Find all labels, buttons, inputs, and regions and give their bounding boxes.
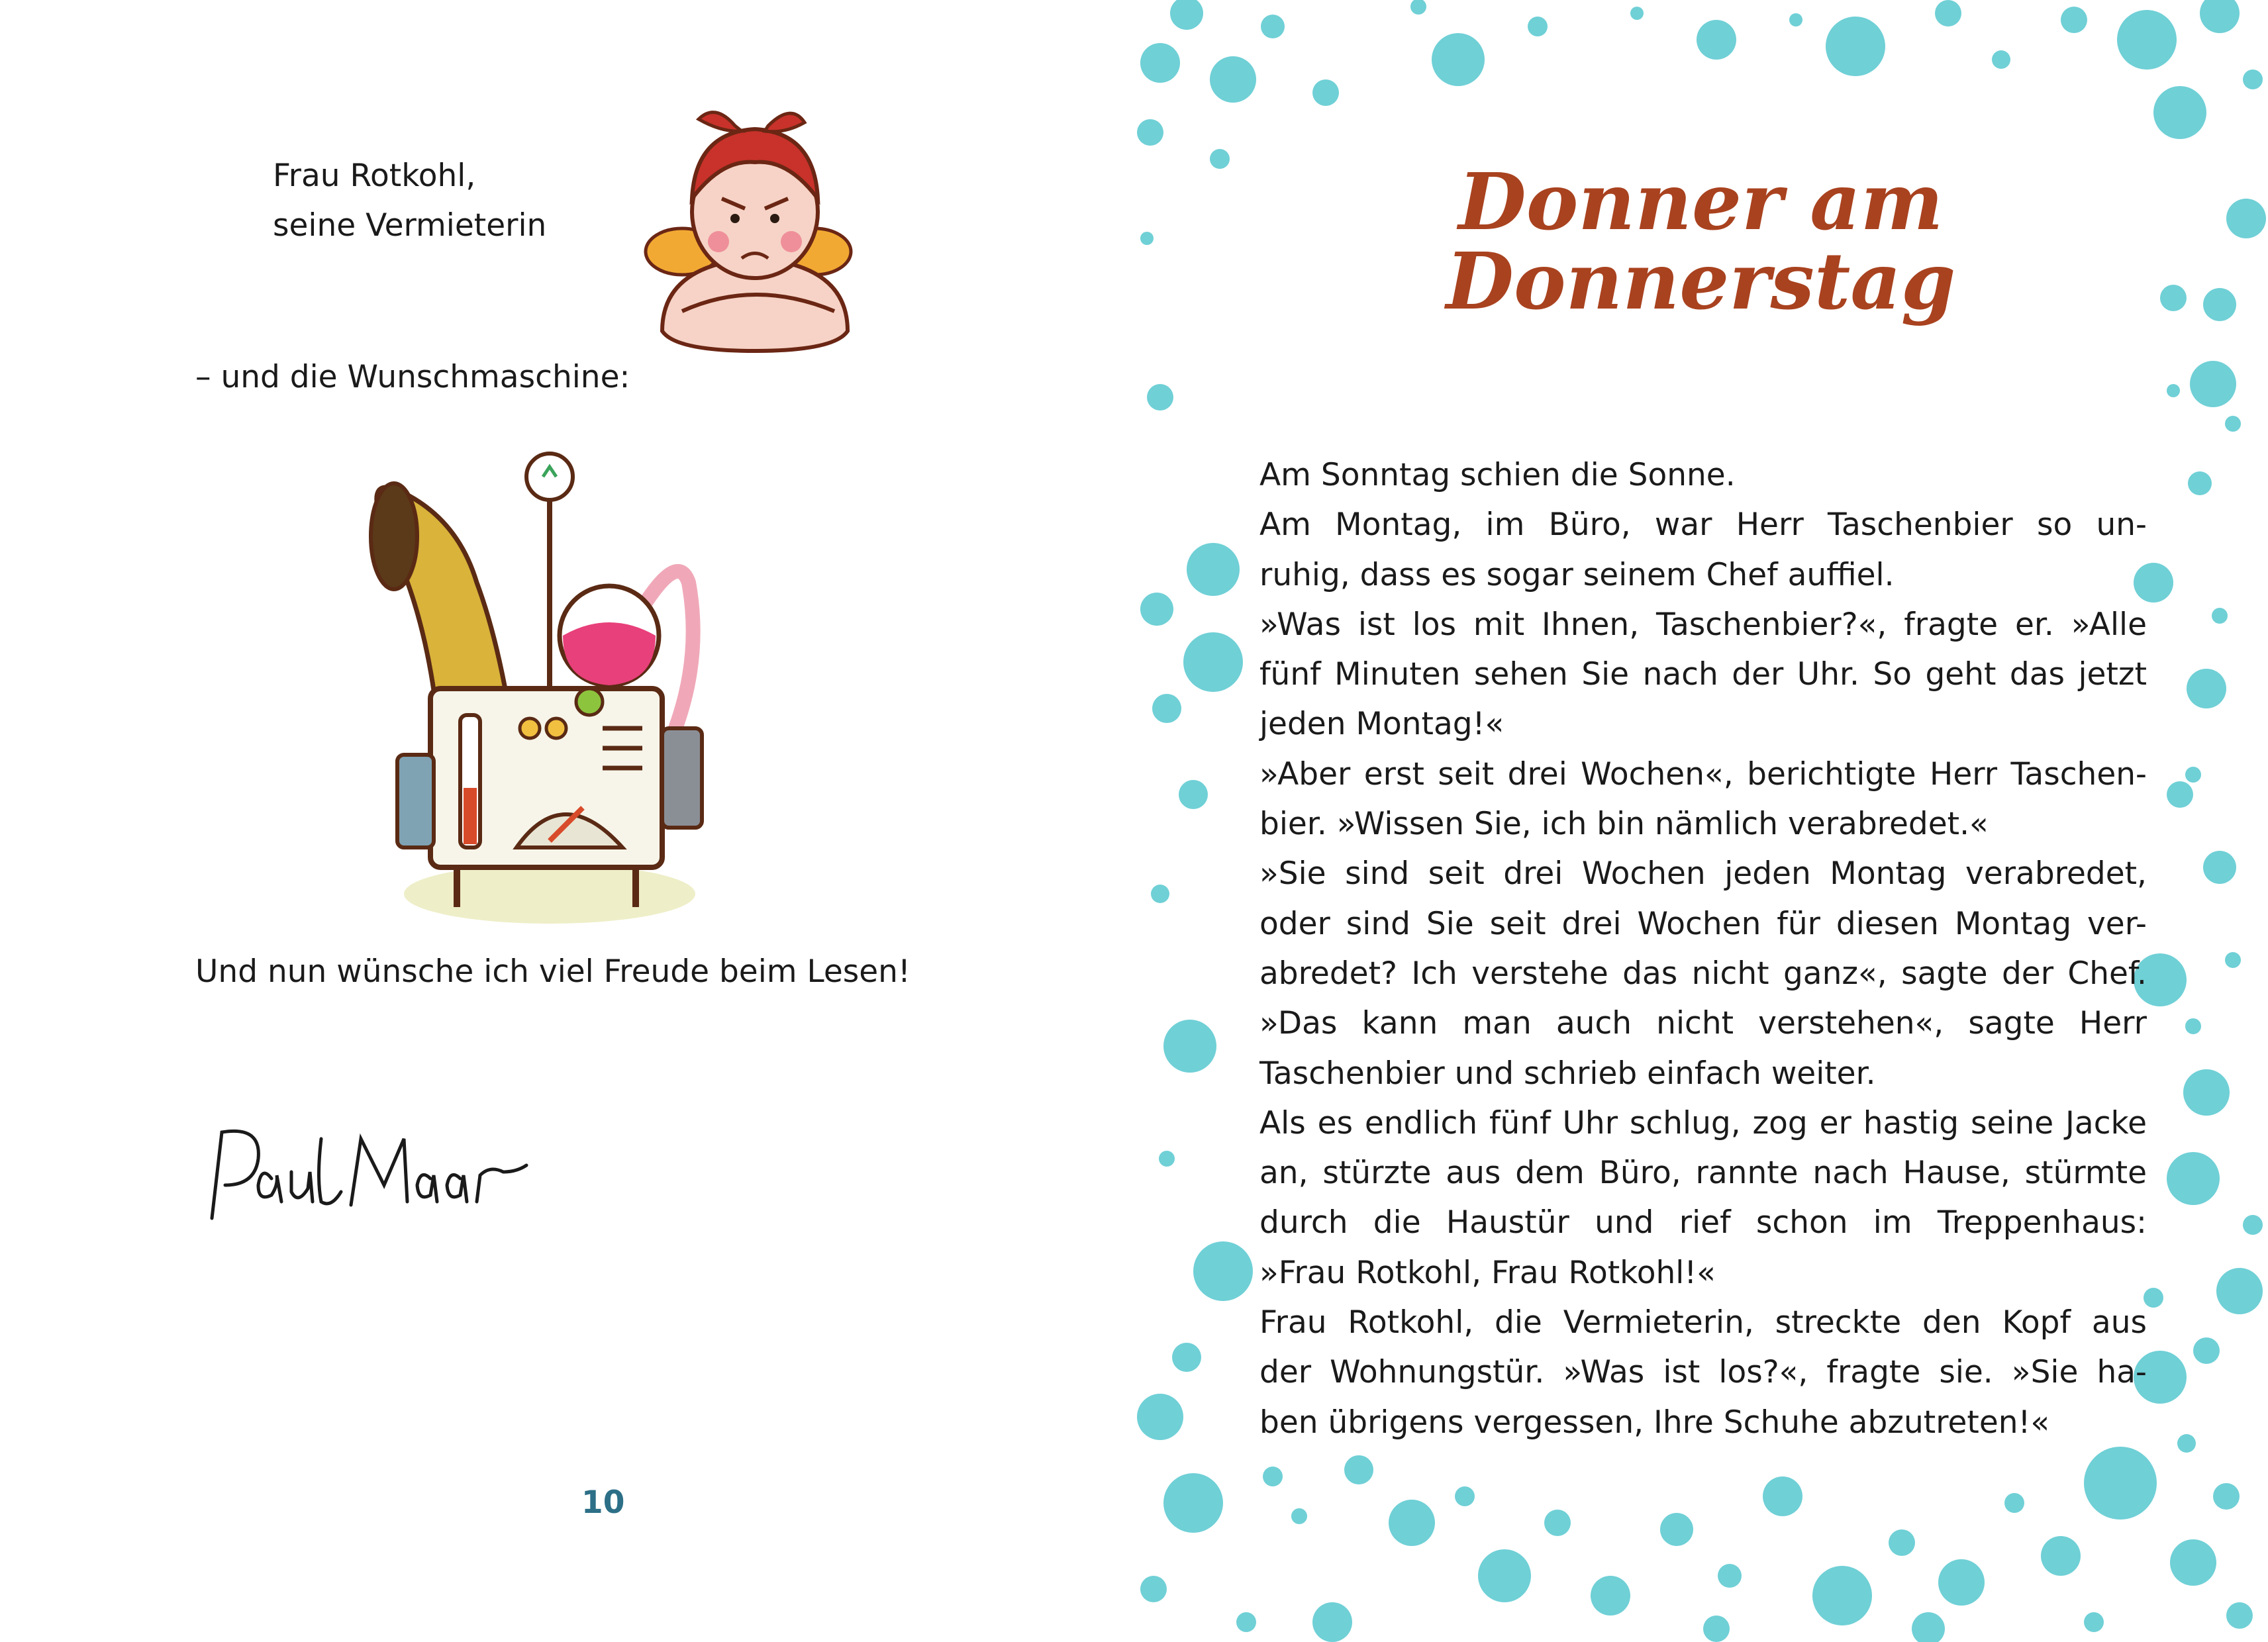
decorative-dot [1151, 885, 1169, 903]
decorative-dot [1660, 1513, 1693, 1546]
decorative-dot [1826, 17, 1885, 76]
decorative-dot [1183, 632, 1243, 692]
decorative-dot [2243, 70, 2263, 89]
decorative-dot [2153, 86, 2206, 139]
decorative-dot [1263, 1467, 1283, 1486]
story-line: durch die Haustür und rief schon im Treppenhaus: [1259, 1204, 2147, 1241]
decorative-dot [1455, 1486, 1475, 1506]
decorative-dot [1432, 33, 1485, 86]
decorative-dot [1137, 119, 1163, 146]
decorative-dot [1172, 1343, 1201, 1372]
story-line: »Aber erst seit drei Wochen«, berichtigte Herr Taschen- [1259, 755, 2147, 793]
decorative-dot [1187, 543, 1240, 596]
decorative-dot [1591, 1576, 1630, 1616]
story-line: abredet? Ich verstehe das nicht ganz«, sagte der Chef. [1259, 955, 2147, 992]
chapter-title-line: Donnerstag [1446, 235, 1956, 327]
story-line: oder sind Sie seit drei Wochen für diesen Montag ver- [1259, 905, 2147, 942]
intro-line: – und die Wunschmaschine: [195, 359, 630, 395]
story-line: »Was ist los mit Ihnen, Taschenbier?«, fragte er. »Alle [1259, 606, 2147, 643]
decorative-dot [1210, 56, 1256, 103]
story-line: »Das kann man auch nicht verstehen«, sagte Herr [1259, 1005, 2147, 1042]
story-line: fünf Minuten sehen Sie nach der Uhr. So geht das jetzt [1259, 656, 2147, 693]
story-line: »Sie sind seit drei Wochen jeden Montag verabredet, [1259, 855, 2147, 893]
decorative-dot [2188, 471, 2212, 495]
decorative-dot [2170, 1539, 2216, 1586]
decorative-dot [2200, 0, 2240, 33]
decorative-dot [2167, 781, 2193, 808]
story-line: ruhig, dass es sogar seinem Chef auffiel. [1259, 556, 1895, 593]
decorative-dot [1912, 1612, 1945, 1642]
decorative-dot [2193, 1337, 2220, 1364]
decorative-dot [1410, 0, 1426, 15]
frau-rotkohl-illustration [636, 99, 874, 358]
decorative-dot [1236, 1612, 1256, 1632]
caption-line: seine Vermieterin [273, 207, 547, 244]
story-line: »Frau Rotkohl, Frau Rotkohl!« [1259, 1254, 1716, 1291]
decorative-dot [1170, 0, 1203, 30]
decorative-dot [2041, 1536, 2081, 1576]
decorative-dot [2117, 10, 2177, 70]
decorative-dot [1544, 1510, 1571, 1536]
decorative-dot [1140, 593, 1173, 626]
decorative-dot [2185, 767, 2201, 783]
decorative-dot [2225, 416, 2241, 432]
decorative-dot [2212, 608, 2228, 624]
story-line: jeden Montag!« [1259, 706, 1504, 743]
right-page [1134, 0, 2268, 1642]
decorative-dot [1193, 1241, 1253, 1301]
decorative-dot [1718, 1564, 1742, 1588]
decorative-dot [1528, 17, 1548, 36]
chapter-title-line: Donner am [1458, 156, 1944, 248]
decorative-dot [2213, 1483, 2240, 1510]
decorative-dot [2084, 1447, 2157, 1520]
decorative-dot [2061, 7, 2087, 33]
decorative-dot [1312, 79, 1339, 106]
decorative-dot [1159, 1151, 1175, 1167]
decorative-dot [1147, 384, 1173, 410]
decorative-dot [1763, 1476, 1802, 1516]
decorative-dot [2187, 669, 2226, 708]
story-line: der Wohnungstür. »Was ist los?«, fragte sie. »Sie ha- [1259, 1354, 2147, 1391]
decorative-dot [1291, 1508, 1307, 1524]
decorative-dot [2004, 1493, 2024, 1513]
story-line: an, stürzte aus dem Büro, rannte nach Hause, stürmte [1259, 1155, 2147, 1192]
decorative-dot [1179, 780, 1208, 809]
decorative-dot [1478, 1549, 1531, 1602]
decorative-dot [1137, 1394, 1183, 1440]
decorative-dot [1140, 1576, 1167, 1602]
story-line: bier. »Wissen Sie, ich bin nämlich verabredet.« [1259, 806, 1989, 843]
story-line: Frau Rotkohl, die Vermieterin, streckte den Kopf aus [1259, 1304, 2147, 1341]
decorative-dot [1261, 15, 1285, 38]
story-line: ben übrigens vergessen, Ihre Schuhe abzutreten!« [1259, 1404, 2050, 1441]
story-line: Als es endlich fünf Uhr schlug, zog er hastig seine Jacke [1259, 1104, 2147, 1141]
decorative-dot [1703, 1616, 1730, 1642]
closing-line: Und nun wünsche ich viel Freude beim Lesen! [195, 953, 911, 990]
decorative-dot [1789, 13, 1802, 26]
decorative-dot [1312, 1602, 1352, 1642]
decorative-dot [2167, 384, 2180, 397]
decorative-dot [1152, 694, 1181, 723]
decorative-dot [1935, 0, 1961, 26]
decorative-dot [2225, 952, 2241, 968]
story-line: Am Montag, im Büro, war Herr Taschenbier so un- [1259, 507, 2147, 544]
decorative-dot [2243, 1215, 2263, 1235]
decorative-dot [2183, 1069, 2230, 1116]
character-caption [273, 151, 546, 250]
decorative-dot [1163, 1473, 1223, 1533]
decorative-dot [2167, 1152, 2220, 1205]
decorative-dot [1163, 1020, 1216, 1073]
decorative-dot [1992, 50, 2010, 69]
decorative-dot [2185, 1018, 2201, 1034]
decorative-dot [1812, 1566, 1872, 1625]
decorative-dot [2203, 851, 2236, 884]
decorative-dot [2226, 1602, 2253, 1629]
story-line: Taschenbier und schrieb einfach weiter. [1259, 1055, 1876, 1092]
decorative-dot [1389, 1500, 1435, 1546]
story-text [1259, 450, 2147, 1447]
chapter-title [1134, 156, 2268, 327]
page-number: 10 [581, 1484, 625, 1521]
decorative-dot [2084, 1612, 2104, 1632]
wunschmaschine-illustration [344, 437, 755, 940]
decorative-dot [1344, 1455, 1373, 1484]
decorative-dot [2177, 1434, 2196, 1453]
decorative-dot [1140, 43, 1180, 83]
author-signature [199, 1119, 543, 1251]
decorative-dot [1938, 1559, 1985, 1606]
decorative-dot [1697, 20, 1736, 60]
decorative-dot [1889, 1529, 1915, 1556]
decorative-dot [1630, 7, 1644, 20]
decorative-dot [2216, 1268, 2263, 1314]
caption-line: Frau Rotkohl, [273, 158, 476, 194]
story-line: Am Sonntag schien die Sonne. [1259, 457, 1736, 493]
decorative-dot [2190, 361, 2236, 407]
